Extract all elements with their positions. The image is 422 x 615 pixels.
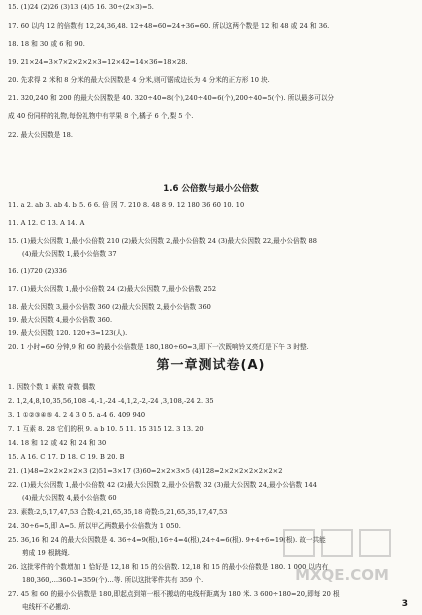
answer-line: 3. 1 ①②③④⑤ 4. 2 4 3 0 5. a-4 6. 409 940 <box>8 411 146 419</box>
answer-line: 18. 最大公因数 3,最小公倍数 360 (2)最大公因数 2,最小公倍数 360 <box>8 303 211 311</box>
answer-line: 23. 素数:2,5,17,47,53 合数:4,21,65,35,18 奇数:5,21,65,35,17,47,53 <box>8 508 228 516</box>
answer-line: 18. 18 和 30 或 6 和 90. <box>8 40 85 48</box>
answer-line: 17. (1)最大公因数 1,最小公倍数 24 (2)最大公因数 7,最小公倍数 252 <box>8 285 217 293</box>
answer-line: 21. (1)48=2×2×2×2×3 (2)51=3×17 (3)60=2×2×3×5 (4)128=2×2×2×2×2×2×2 <box>8 467 283 475</box>
answer-line: 15. (1)最大公因数 1,最小公倍数 210 (2)最大公因数 2,最小公倍数 24 (3)最大公因数 22,最小公倍数 88 <box>8 237 317 245</box>
answer-line: 11. a 2. ab 3. ab 4. b 5. 6 6. 倍 因 7. 210 8. 48 8 9. 12 180 36 60 10. 10 <box>8 201 245 209</box>
answer-line: (4)最大公因数 1,最小公倍数 37 <box>22 250 117 258</box>
answer-line: 剪成 19 根跳绳. <box>22 549 70 557</box>
answer-line: (4)最大公因数 4,最小公倍数 60 <box>22 494 117 502</box>
answer-line: 24. 30÷6=5,即 A=5. 所以甲乙两数最小公倍数为 1 050. <box>8 522 181 530</box>
section-title: 1.6 公倍数与最小公倍数 <box>163 184 259 194</box>
answer-line: 22. 最大公因数是 18. <box>8 131 74 139</box>
chapter-title: 第一章测试卷(A) <box>156 358 266 373</box>
answer-line: 20. 1 小时=60 分钟,9 和 60 的最小公倍数是 180,180÷60=3,即下一次既响铃又亮灯是下午 3 时整. <box>8 343 309 351</box>
answer-line: 电线杆不必搬动. <box>22 603 71 611</box>
page-number: 3 <box>401 599 408 609</box>
answer-line: 19. 最大公因数 120. 120+3=123(人). <box>8 329 128 337</box>
answer-line: 15. (1)24 (2)26 (3)13 (4)5 16. 30÷(2×3)=5. <box>8 3 154 11</box>
answer-line: 1. 因数个数 1 素数 奇数 偶数 <box>8 383 96 391</box>
answer-line: 21. 320,240 和 200 的最大公因数是 40. 320÷40=8(个),240÷40=6(个),200÷40=5(个). 所以最多可以分 <box>8 94 335 102</box>
answer-line: 20. 先求得 2 米和 8 分米的最大公因数是 4 分米,则可锯成边长为 4 分米的正方形 10 块. <box>8 76 270 84</box>
answer-line: 180,360,…360-1=359(个)…等. 所以这批零件共有 359 个. <box>22 576 204 584</box>
answer-line: 14. 18 和 12 或 42 和 24 和 30 <box>8 439 107 447</box>
answer-line: 22. (1)最大公因数 1,最小公倍数 42 (2)最大公因数 2,最小公倍数 32 (3)最大公因数 24,最小公倍数 144 <box>8 481 317 489</box>
answer-line: 成 40 份同样的礼物,每份礼物中有苹果 8 个,橘子 6 个,梨 5 个. <box>8 112 194 120</box>
answer-line: 26. 这批零件的个数增加 1 恰好是 12,18 和 15 的公倍数. 12,18 和 15 的最小公倍数是 180. 1 000 以内有 <box>8 563 329 571</box>
answer-line: 19. 最大公因数 4,最小公倍数 360. <box>8 316 113 324</box>
answer-line: 27. 45 和 60 的最小公倍数是 180,即起点到第一根不搬动的电线杆距离为 180 米. 3 600÷180=20,即每 20 根 <box>8 590 340 598</box>
answer-line: 15. A 16. C 17. D 18. C 19. B 20. B <box>8 453 125 461</box>
watermark-logo <box>282 528 402 586</box>
answer-line: 16. (1)720 (2)336 <box>8 267 67 275</box>
answer-line: 19. 21×24=3×7×2×2×2×3=12×42=14×36=18×28. <box>8 58 188 66</box>
answer-line: 25. 36,16 和 24 的最大公因数是 4. 36÷4=9(根),16÷4=4(根),24÷4=6(根). 9+4+6=19(根). 故一共能 <box>8 536 326 544</box>
answer-line: 11. A 12. C 13. A 14. A <box>8 219 85 227</box>
watermark-text: MXQE.COM <box>295 566 389 584</box>
answer-line: 17. 60 以内 12 的倍数有 12,24,36,48. 12+48=60=24+36=60. 所以这两个数是 12 和 48 或 24 和 36. <box>8 22 330 30</box>
answer-line: 2. 1,2,4,8,10,35,56,108 -4,-1,-24 -4,1,2,-2,-24 ,3,108,-24 2. 35 <box>8 397 214 405</box>
answer-line: 7. 1 互素 8. 28 它们的积 9. a b 10. 5 11. 15 315 12. 3 13. 20 <box>8 425 204 433</box>
